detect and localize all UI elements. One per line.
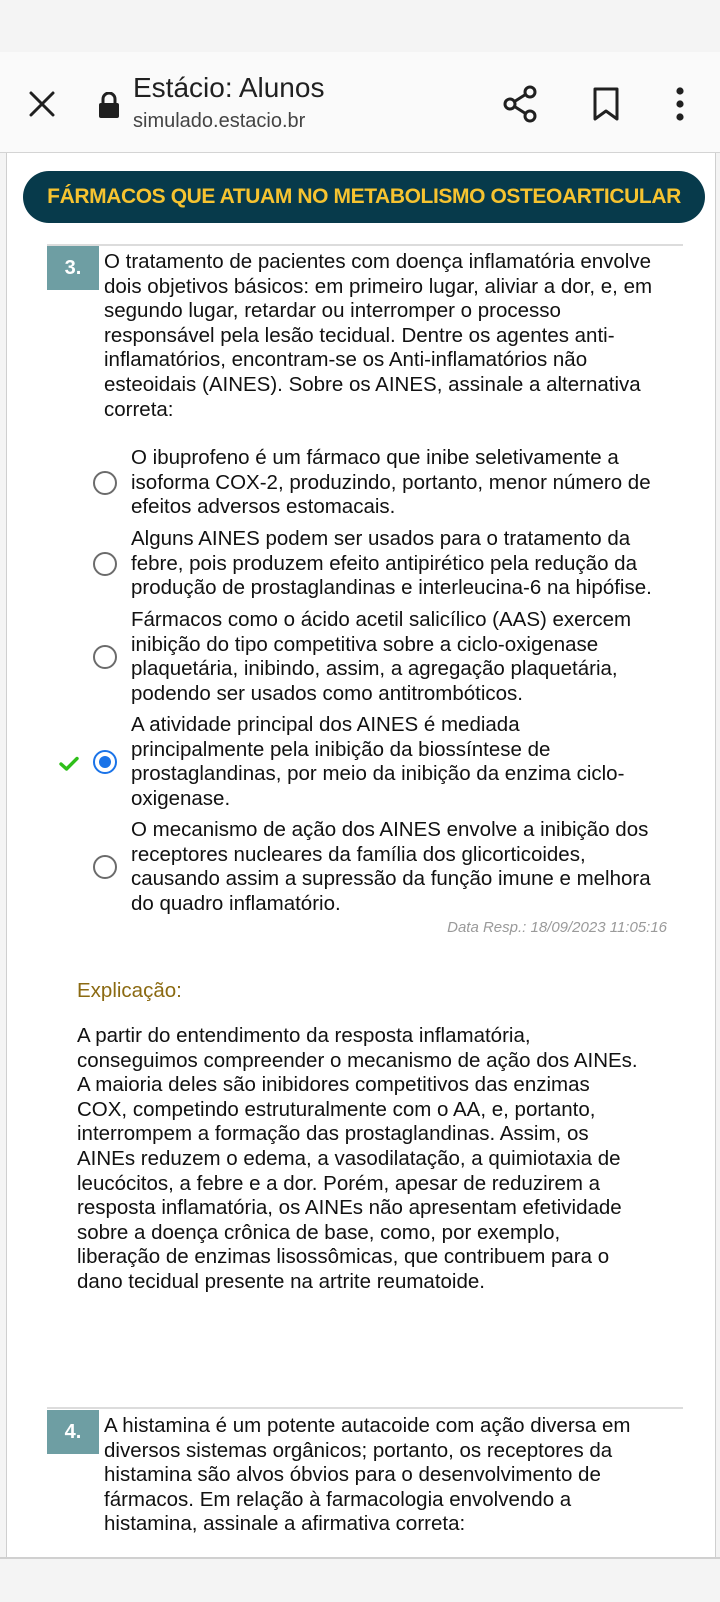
bookmark-button[interactable] bbox=[584, 82, 628, 126]
question-text: A histamina é um potente autacoide com ação diversa em diversos sistemas orgânicos; portanto, os receptores da histamina são alvos óbvios para o desenvolvimento de fármacos. Em relação à farmacologia envolvendo a histamina, assinale a afirmativa correta: bbox=[104, 1414, 631, 1536]
answer-option-text: Fármacos como o ácido acetil salicílico (AAS) exercem inibição do tipo competitiva sobre a ciclo-oxigenase plaquetária, inibindo, assim, a agregação plaquetária, podendo ser usados como antitrombóticos. bbox=[131, 608, 632, 705]
status-bar bbox=[0, 0, 720, 52]
answer-option[interactable] bbox=[91, 608, 671, 706]
browser-toolbar bbox=[0, 52, 720, 153]
answer-option-text: Alguns AINES podem ser usados para o tratamento da febre, pois produzem efeito antipirético pela redução da produção de prostaglandinas e interleucina-6 na hipófise. bbox=[131, 527, 652, 600]
question-number: 4. bbox=[47, 1410, 99, 1454]
answer-option-text: O ibuprofeno é um fármaco que inibe seletivamente a isoforma COX-2, produzindo, portanto, menor número de efeitos adversos estomacais. bbox=[131, 446, 651, 519]
answer-option-selected[interactable] bbox=[91, 713, 671, 811]
correct-check-icon bbox=[59, 756, 79, 772]
radio-button[interactable] bbox=[93, 645, 117, 669]
site-title: Estácio: Alunos bbox=[133, 72, 325, 103]
answer-option[interactable] bbox=[91, 818, 671, 916]
more-vert-icon bbox=[676, 87, 684, 121]
question-divider bbox=[47, 1407, 683, 1409]
question-text: O tratamento de pacientes com doença inflamatória envolve dois objetivos básicos: em primeiro lugar, aliviar a dor, e, em segundo lugar, retardar ou interromper o processo responsável pela lesão tecidual. Dentre os agentes anti-inflamatórios, encontram-se os Anti-inflamatórios não esteoidais (AINES). Sobre os AINES, assinale a alternativa correta: bbox=[104, 250, 653, 421]
close-icon bbox=[29, 91, 55, 117]
lock-icon bbox=[98, 92, 120, 118]
page-content bbox=[6, 153, 716, 1557]
question-divider bbox=[47, 244, 683, 246]
share-button[interactable] bbox=[498, 82, 542, 126]
radio-button[interactable] bbox=[93, 855, 117, 879]
topic-banner: FÁRMACOS QUE ATUAM NO METABOLISMO OSTEOARTICULAR bbox=[23, 171, 705, 223]
site-url[interactable]: simulado.estacio.br bbox=[133, 110, 306, 132]
bookmark-icon bbox=[593, 87, 619, 121]
answer-option-text: O mecanismo de ação dos AINES envolve a inibição dos receptores nucleares da família dos glicorticoides, causando assim a supressão da função imune e melhora do quadro inflamatório. bbox=[131, 818, 651, 915]
share-icon bbox=[502, 85, 538, 123]
explanation-text: A partir do entendimento da resposta inflamatória, conseguimos compreender o mecanismo de ação dos AINEs. A maioria deles são inibidores competitivos das enzimas COX, competindo estruturalmente com o AA, e, portanto, interrompem a formação das prostaglandinas. Assim, os AINEs reduzem o edema, a vasodilatação, a quimiotaxia de leucócitos, a febre e a dor. Porém, apesar de reduzirem a resposta inflamatória, os AINEs não apresentam efetividade sobre a doença crônica de base, como, por exemplo, liberação de enzimas lisossômicas, que contribuem para o dano tecidual presente na artrite reumatoide. bbox=[77, 1024, 638, 1293]
radio-button-selected[interactable] bbox=[93, 750, 117, 774]
more-options-button[interactable] bbox=[664, 82, 696, 126]
radio-button[interactable] bbox=[93, 552, 117, 576]
response-date: Data Resp.: 18/09/2023 11:05:16 bbox=[447, 919, 667, 936]
close-button[interactable] bbox=[22, 84, 62, 124]
answer-option[interactable] bbox=[91, 527, 671, 601]
explanation-title: Explicação: bbox=[77, 979, 182, 1002]
radio-button[interactable] bbox=[93, 471, 117, 495]
answer-option-text: A atividade principal dos AINES é mediada principalmente pela inibição da biossíntese de prostaglandinas, por meio da inibição da enzima ciclo-oxigenase. bbox=[131, 713, 625, 810]
question-number: 3. bbox=[47, 246, 99, 290]
answer-option[interactable] bbox=[91, 446, 671, 520]
bottom-bar bbox=[0, 1557, 720, 1602]
